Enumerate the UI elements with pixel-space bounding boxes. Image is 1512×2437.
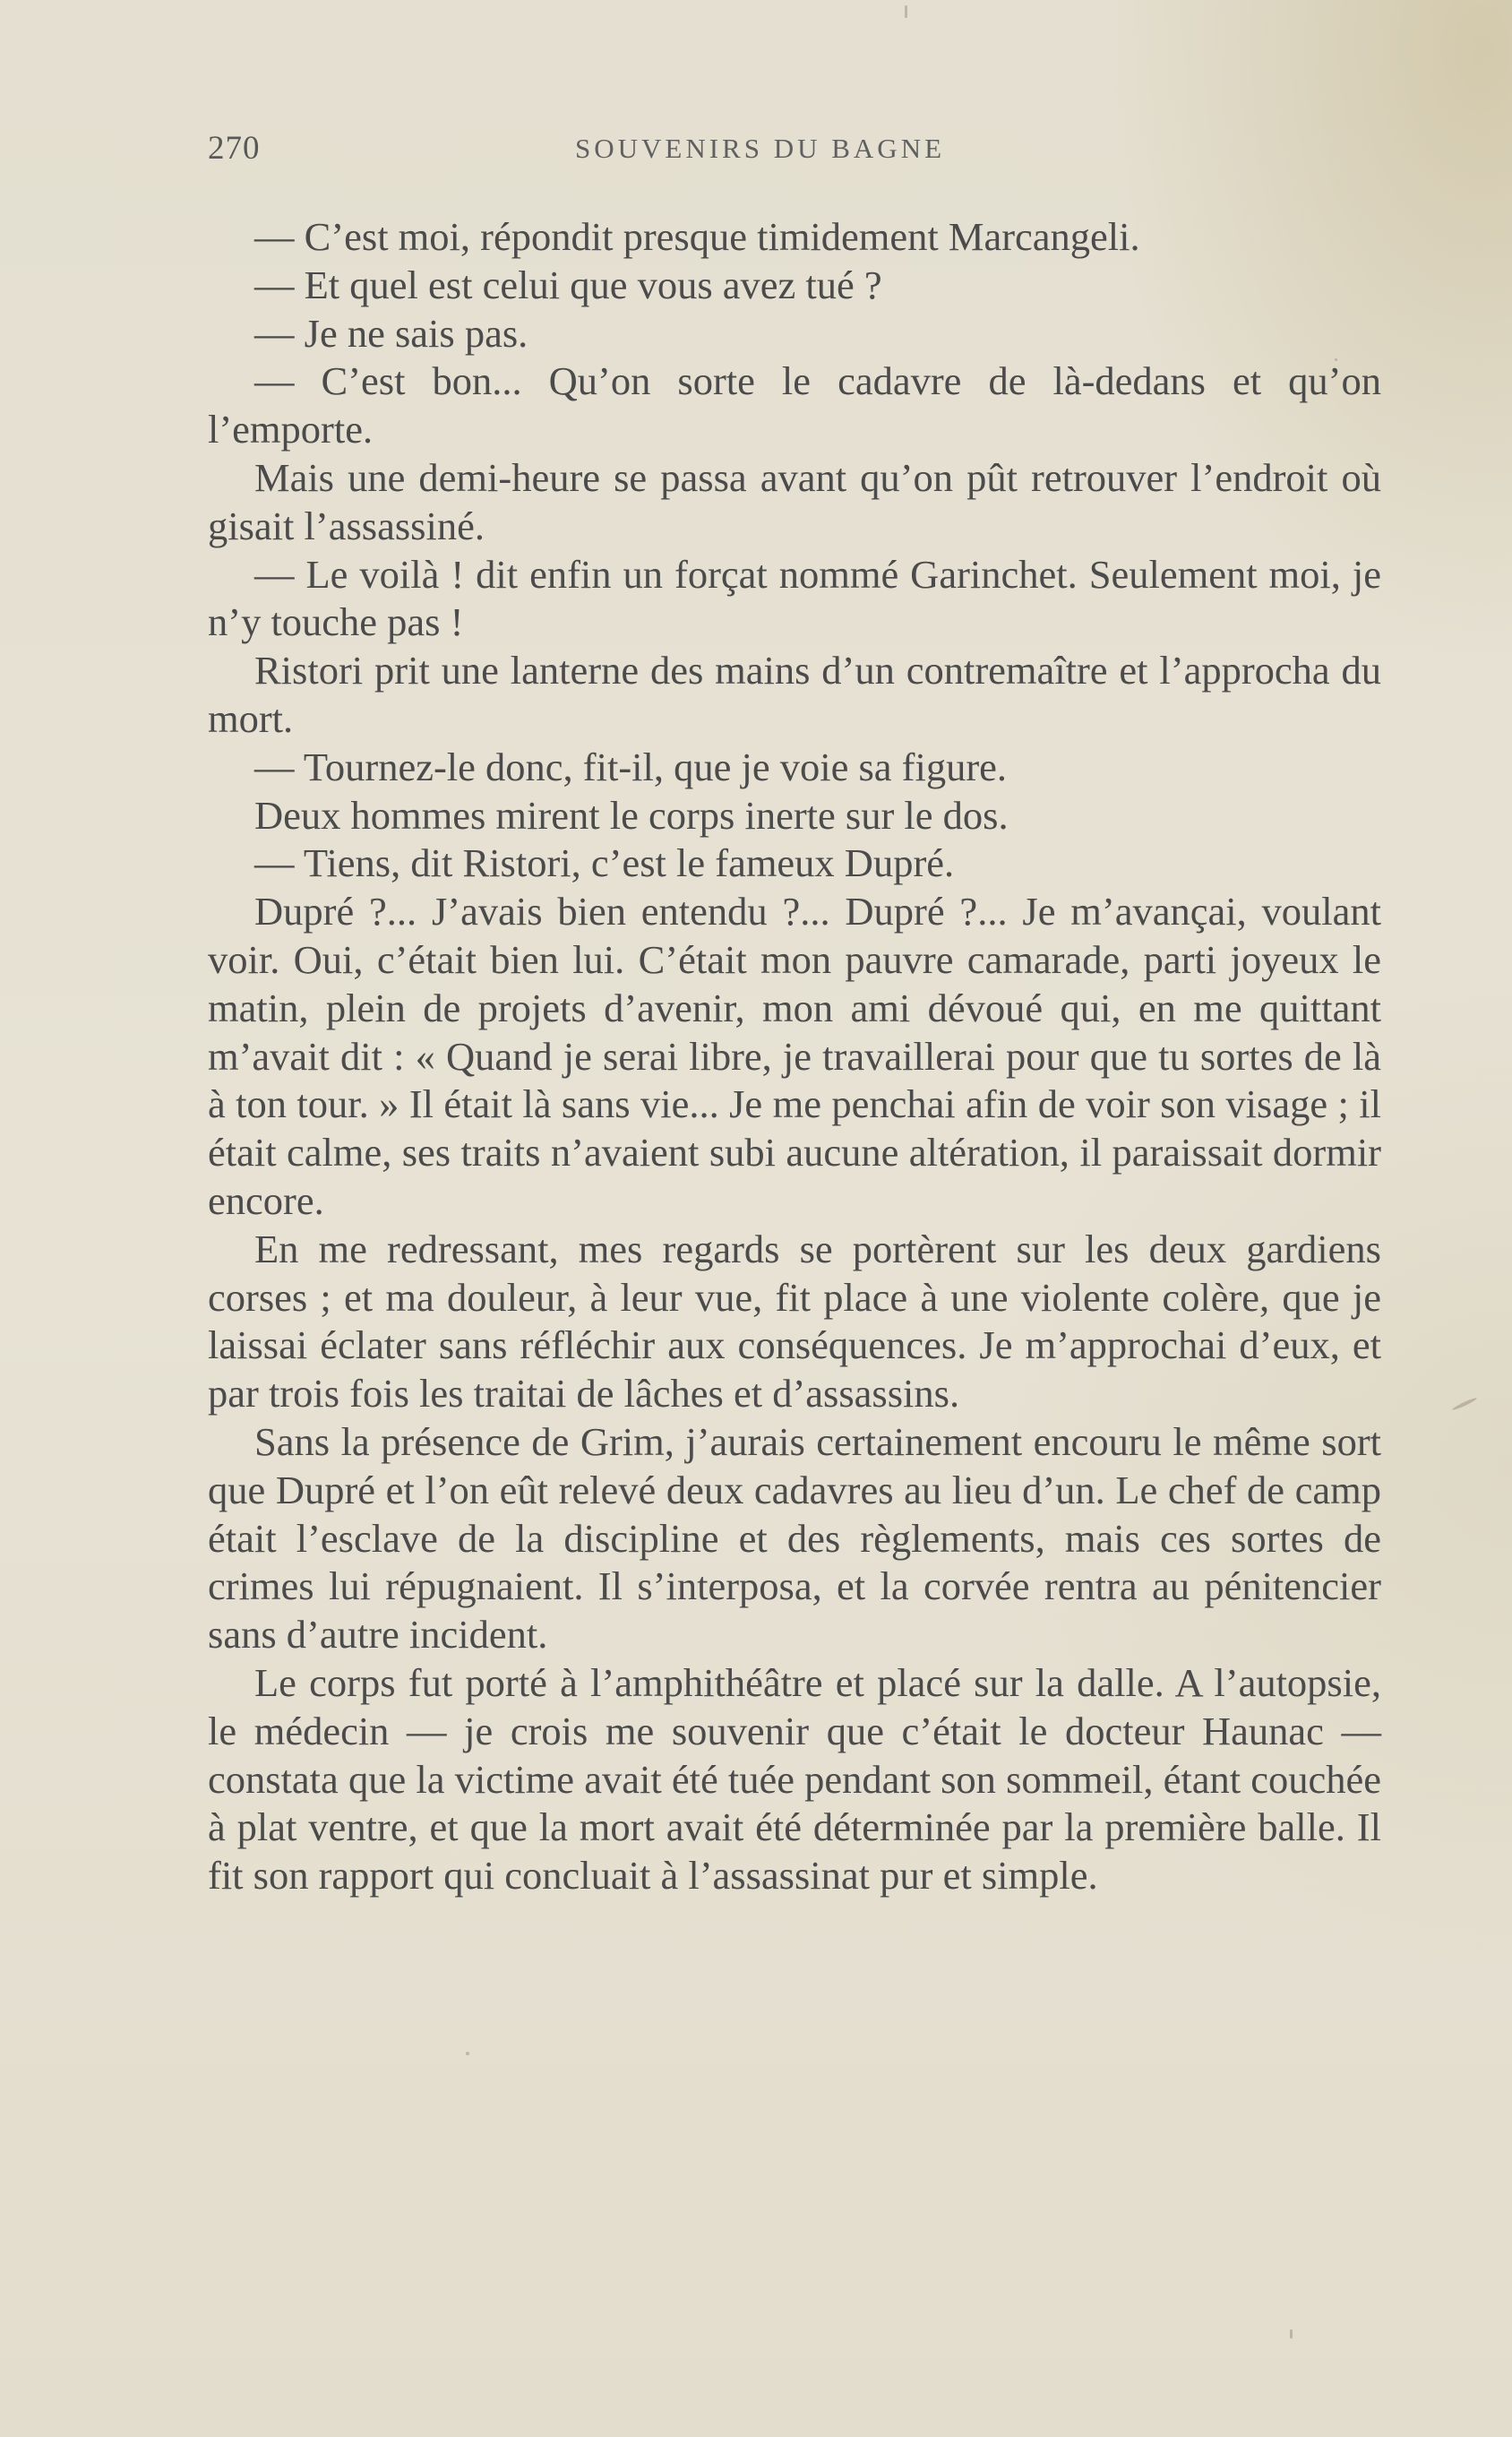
body-text (208, 213, 1381, 1900)
running-head (208, 125, 1381, 170)
paper-speck (1290, 2329, 1293, 2338)
paper-speck (1335, 358, 1337, 361)
paragraph: — C’est bon... Qu’on sorte le cadavre de là-dedans et qu’on l’emporte. (208, 358, 1381, 452)
paragraph: — Et quel est celui que vous avez tué ? (254, 262, 882, 307)
paragraph: Deux hommes mirent le corps inerte sur le dos. (254, 792, 1009, 838)
paragraph: Sans la présence de Grim, j’aurais certainement encouru le même sort que Dupré et l’on eût relevé deux cadavres au lieu d’un. Le chef de camp était l’esclave de la discipline et des règlements, mais ces sortes de crimes lui répugnaient. Il s’interposa, et la corvée rentra au pénitencier sans d’autre incident. (208, 1418, 1381, 1658)
paper-speck (466, 2052, 469, 2055)
paper-speck (905, 5, 907, 18)
paragraph: — Je ne sais pas. (254, 310, 528, 356)
running-title: SOUVENIRS DU BAGNE (575, 133, 946, 164)
paragraph: Ristori prit une lanterne des mains d’un contremaître et l’approcha du mort. (208, 648, 1381, 741)
paragraph: — C’est moi, répondit presque timidement Marcangeli. (254, 214, 1140, 259)
paragraph: — Tournez-le donc, fit-il, que je voie sa figure. (254, 744, 1008, 789)
paper-speck (1452, 1397, 1478, 1411)
paragraph: — Tiens, dit Ristori, c’est le fameux Dupré. (254, 840, 955, 886)
paragraph: Le corps fut porté à l’amphithéâtre et placé sur la dalle. A l’autopsie, le médecin — je crois me souvenir que c’était le docteur Haunac — constata que la victime avait été tuée pendant son sommeil, étant couchée à plat ventre, et que la mort avait été déterminée par la première balle. Il fit son rapport qui concluait à l’assassinat pur et simple. (208, 1659, 1381, 1899)
paragraph: Dupré ?... J’avais bien entendu ?... Dupré ?... Je m’avançai, voulant voir. Oui, c’était bien lui. C’était mon pauvre camarade, parti joyeux le matin, plein de projets d’avenir, mon ami dévoué qui, en me quittant m’avait dit : « Quand je serai libre, je travaillerai pour que tu sortes de là à ton tour. » Il était là sans vie... Je me penchai afin de voir son visage ; il était calme, ses traits n’avaient subi aucune altération, il paraissait dormir encore. (208, 889, 1381, 1223)
paragraph: — Le voilà ! dit enfin un forçat nommé Garinchet. Seulement moi, je n’y touche pas ! (208, 551, 1381, 645)
page-number: 270 (208, 130, 261, 167)
paragraph: Mais une demi-heure se passa avant qu’on pût retrouver l’endroit où gisait l’assassiné. (208, 454, 1381, 548)
paragraph: En me redressant, mes regards se portèrent sur les deux gardiens corses ; et ma douleur, à leur vue, fit place à une violente colère, que je laissai éclater sans réfléchir aux conséquences. Je m’approchai d’eux, et par trois fois les traitai de lâches et d’assassins. (208, 1226, 1381, 1417)
